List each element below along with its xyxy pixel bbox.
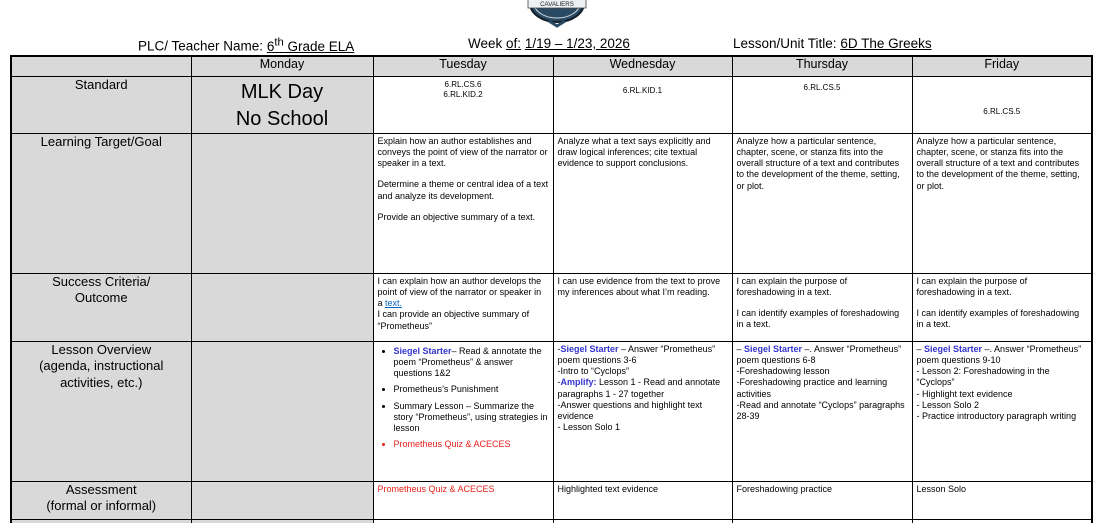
agenda-dash: -: [557, 343, 561, 354]
mlk-line: MLK Day: [240, 80, 324, 103]
cell-paragraph: I can explain the purpose of foreshadowing in a text.: [736, 275, 848, 297]
cell-paragraph: I can identify examples of foreshadowing in a text.: [916, 308, 1080, 330]
week-of-label: of:: [506, 36, 522, 51]
standard-code: 6.RL.CS.5: [803, 82, 841, 92]
agenda-dash: –: [916, 343, 925, 354]
cell-assessment-wednesday: [553, 481, 732, 519]
standard-row: [11, 76, 1092, 133]
standard-code: 6.RL.KID.1: [622, 85, 663, 95]
grade-ordinal: th: [274, 36, 284, 48]
cell-partial-friday: [912, 519, 1092, 523]
cell-paragraph: I can provide an objective summary of “Prometheus”: [377, 309, 530, 331]
agenda-item-text: –. Answer “Prometheus” poem questions 6-8: [736, 343, 902, 365]
row-label-line: Lesson Overview: [51, 341, 152, 357]
cell-learning-monday: [191, 133, 373, 273]
agenda-item: [394, 346, 549, 380]
row-label-success-criteria: [11, 273, 191, 341]
row-label-standard: [11, 76, 191, 133]
agenda-line: [737, 344, 908, 367]
success-criteria-row: [11, 273, 1092, 341]
row-label-assessment: [11, 481, 191, 519]
agenda-line: - Lesson Solo 2: [916, 399, 980, 410]
cell-standard-wednesday: [553, 76, 732, 133]
row-label-line: (agenda, instructional: [39, 358, 164, 374]
standard-code: 6.RL.CS.6: [444, 79, 482, 89]
corner-cell: [11, 56, 191, 76]
teacher-name-heading: [138, 36, 354, 54]
cell-overview-monday: [191, 341, 373, 481]
row-label-line: Assessment: [65, 481, 137, 497]
agenda-line: - Lesson 2: Foreshadowing in the “Cyclops”: [916, 366, 1050, 388]
cell-overview-thursday: [732, 341, 912, 481]
cavaliers-logo-graphic: [527, 0, 587, 29]
assessment-row: [11, 481, 1092, 519]
day-header-monday: Monday: [191, 56, 373, 76]
cell-learning-tuesday: [373, 133, 553, 273]
cell-paragraph: Analyze what a text says explicitly and draw logical inferences; cite textual evidence to support conclusions.: [557, 135, 711, 168]
teacher-name-value: [266, 36, 355, 54]
partial-bottom-row: [11, 519, 1092, 523]
assessment-text: Highlighted text evidence: [557, 483, 659, 494]
cell-paragraph: I can explain the purpose of foreshadowing in a text.: [916, 275, 1028, 297]
row-label-line: Outcome: [74, 290, 128, 306]
document-header: [0, 36, 1102, 54]
agenda-item: • Prometheus’s Punishment: [394, 384, 549, 395]
agenda-dash: -: [557, 377, 561, 388]
cell-paragraph: Explain how an author establishes and conveys the point of view of the narrator or speaker in a text.: [377, 135, 548, 168]
agenda-line: -Answer questions and highlight text evidence: [557, 399, 703, 421]
cell-assessment-thursday: [732, 481, 912, 519]
agenda-item-text: – Answer “Prometheus” poem questions 3-6: [557, 343, 716, 365]
agenda-line: - Highlight text evidence: [916, 388, 1013, 399]
cell-standard-friday: [912, 76, 1092, 133]
lesson-plan-table: [10, 55, 1093, 523]
cell-partial-monday: [191, 519, 373, 523]
row-label-learning-target: [11, 133, 191, 273]
agenda-line: -Intro to “Cyclops”: [557, 366, 630, 376]
week-label: Week: [468, 36, 503, 51]
agenda-line: -Foreshadowing practice and learning activities: [736, 377, 888, 399]
agenda-line: [558, 344, 728, 367]
agenda-item: • Summary Lesson – Summarize the story “Prometheus”, using strategies in lesson: [394, 401, 549, 435]
cell-assessment-tuesday: [373, 481, 553, 519]
cell-partial-tuesday: [373, 519, 553, 523]
agenda-dash: –: [736, 343, 745, 354]
cell-success-friday: [912, 273, 1092, 341]
row-label-line: Standard: [74, 76, 128, 92]
cell-paragraph: Determine a theme or central idea of a text and analyze its development.: [377, 179, 549, 201]
cell-success-wednesday: [553, 273, 732, 341]
success-text: I can explain how an author develops the point of view of the narrator or speaker in a: [377, 275, 542, 308]
cell-assessment-monday: [191, 481, 373, 519]
agenda-item-text: –. Answer “Prometheus” poem questions 9-10: [916, 343, 1082, 365]
cell-success-monday: [191, 273, 373, 341]
cell-standard-thursday: [732, 76, 912, 133]
learning-target-row: [11, 133, 1092, 273]
school-logo: [527, 0, 587, 34]
agenda-line: [558, 377, 728, 400]
cell-overview-wednesday: [553, 341, 732, 481]
cell-learning-thursday: [732, 133, 912, 273]
agenda-line: [917, 344, 1088, 367]
cell-paragraph: Analyze how a particular sentence, chapter, scene, or stanza fits into the overall structure of a text and contributes to the development of the theme, setting, or plot.: [916, 135, 1080, 191]
row-label-partial: [11, 519, 191, 523]
agenda-item: • Prometheus Quiz & ACECES: [394, 439, 549, 450]
agenda-item-text: – Read & annotate the poem “Prometheus” & answer questions 1&2: [393, 345, 542, 378]
cell-learning-friday: [912, 133, 1092, 273]
row-label-lesson-overview: [11, 341, 191, 481]
day-header-wednesday: Wednesday: [553, 56, 732, 76]
agenda-item-lead: Siegel Starter: [393, 345, 452, 356]
cell-assessment-friday: [912, 481, 1092, 519]
cell-standard-monday: [191, 76, 373, 133]
cell-paragraph: I can use evidence from the text to prove my inferences about what I’m reading.: [557, 275, 721, 297]
logo-banner-text: CAVALIERS: [540, 1, 574, 8]
cell-paragraph: I can identify examples of foreshadowing in a text.: [736, 308, 900, 330]
tuesday-agenda-list: [378, 346, 549, 451]
cell-standard-tuesday: [373, 76, 553, 133]
agenda-line: - Practice introductory paragraph writing: [916, 411, 1077, 421]
day-header-row: [11, 56, 1092, 76]
row-label-line: Success Criteria/: [52, 273, 151, 289]
cell-success-thursday: [732, 273, 912, 341]
lesson-title-heading: [733, 36, 932, 51]
assessment-text: Foreshadowing practice: [736, 483, 833, 494]
mlk-line: No School: [235, 107, 329, 130]
cell-partial-wednesday: [553, 519, 732, 523]
day-header-thursday: Thursday: [732, 56, 912, 76]
lesson-overview-row: [11, 341, 1092, 481]
standard-code: 6.RL.CS.5: [983, 106, 1021, 116]
agenda-item-lead: Siegel Starter: [744, 343, 803, 354]
row-label-line: (formal or informal): [46, 498, 157, 514]
cell-learning-wednesday: [553, 133, 732, 273]
agenda-line: -Foreshadowing lesson: [736, 366, 830, 376]
week-heading: [468, 36, 630, 51]
plc-label: PLC/ Teacher Name:: [138, 38, 264, 54]
agenda-item-lead: Siegel Starter: [560, 343, 619, 354]
day-header-friday: Friday: [912, 56, 1092, 76]
agenda-line: - Lesson Solo 1: [557, 422, 621, 433]
cell-overview-friday: [912, 341, 1092, 481]
grade-rest: Grade ELA: [283, 38, 355, 54]
cell-success-tuesday: [373, 273, 553, 341]
week-value: 1/19 – 1/23, 2026: [524, 36, 630, 51]
cell-partial-thursday: [732, 519, 912, 523]
agenda-item-lead: Siegel Starter: [924, 343, 983, 354]
day-header-tuesday: Tuesday: [373, 56, 553, 76]
lesson-title-label: Lesson/Unit Title:: [733, 36, 837, 51]
agenda-item-lead: Amplify:: [560, 377, 597, 388]
row-label-line: activities, etc.): [60, 375, 143, 391]
grade-number: 6: [266, 38, 275, 54]
agenda-line: -Read and annotate “Cyclops” paragraphs 28-39: [736, 399, 905, 421]
text-hyperlink[interactable]: text.: [385, 298, 403, 308]
cell-paragraph: Provide an objective summary of a text.: [377, 211, 536, 222]
cell-paragraph: Analyze how a particular sentence, chapter, scene, or stanza fits into the overall structure of a text and contributes to the development of the theme, setting, or plot.: [736, 135, 900, 191]
agenda-item-text: Lesson 1 - Read and annotate paragraphs 1 - 27 together: [557, 377, 721, 399]
row-label-line: Learning Target/Goal: [40, 133, 162, 149]
cell-paragraph: [378, 276, 549, 310]
lesson-title-value: 6D The Greeks: [840, 36, 932, 51]
cell-overview-tuesday: [373, 341, 553, 481]
assessment-text: Lesson Solo: [916, 483, 967, 494]
assessment-text: Prometheus Quiz & ACECES: [377, 483, 495, 494]
standard-code: 6.RL.KID.2: [443, 90, 483, 100]
